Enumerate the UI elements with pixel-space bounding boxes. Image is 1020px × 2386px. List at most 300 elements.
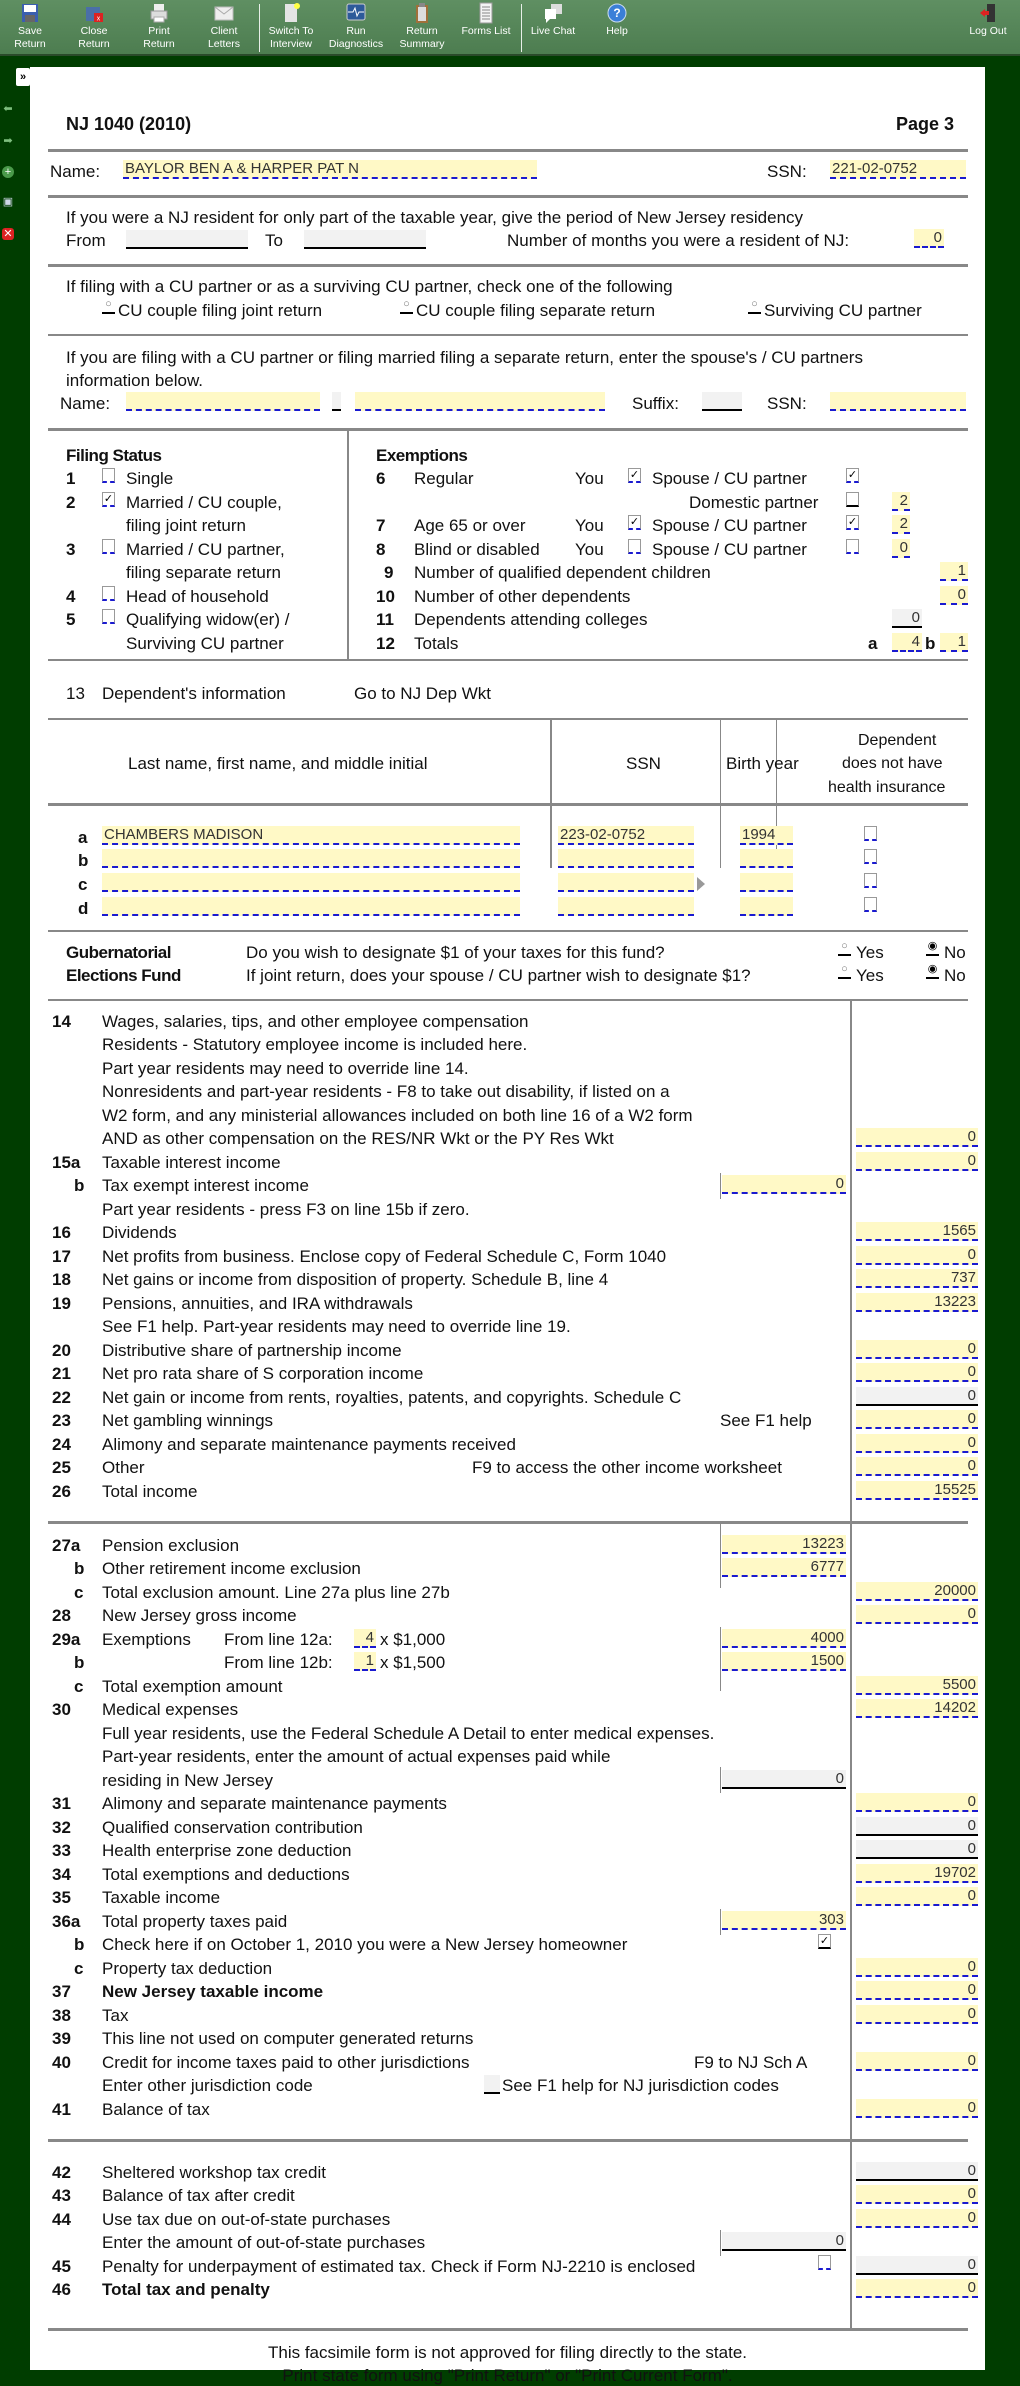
- line36c-label: Property tax deduction: [102, 1959, 273, 1978]
- line27b-amount[interactable]: 6777: [722, 1558, 846, 1577]
- divider: [48, 659, 968, 661]
- line14-label: Wages, salaries, tips, and other employee compensation: [102, 1012, 529, 1031]
- amount-column-divider: [850, 1000, 852, 2330]
- toolbar: [0, 0, 1020, 56]
- document-list-icon: [475, 2, 497, 24]
- line-number: 43: [52, 2186, 71, 2205]
- dependent-children-label: Number of qualified dependent children: [414, 563, 711, 582]
- cu-surviving-label: Surviving CU partner: [764, 301, 922, 320]
- line-number: 40: [52, 2053, 71, 2072]
- homeowner-checkbox[interactable]: ✓: [819, 1935, 830, 1947]
- line29c-amount[interactable]: 5500: [856, 1676, 978, 1695]
- column-divider: [347, 430, 349, 660]
- filing-status-heading: Filing Status: [66, 446, 162, 465]
- dependent-name-field[interactable]: CHAMBERS MADISON: [102, 826, 520, 845]
- line29a-amount[interactable]: 4000: [722, 1629, 846, 1648]
- line15a-label: Taxable interest income: [102, 1153, 281, 1172]
- run-diagnostics-button[interactable]: Run Diagnostics: [326, 2, 386, 51]
- line34-amount[interactable]: 19702: [856, 1864, 978, 1883]
- line36a-amount[interactable]: 303: [722, 1911, 846, 1930]
- age65-you-checkbox[interactable]: ✓: [629, 516, 640, 528]
- page-number: Page 3: [896, 114, 955, 134]
- line37-amount[interactable]: 0: [856, 1981, 978, 2000]
- line29a-multiplier: x $1,000: [380, 1630, 446, 1649]
- dependent-name-field[interactable]: [102, 873, 520, 892]
- line12a-field[interactable]: 4: [892, 633, 922, 652]
- toolbar-separator: [521, 4, 522, 52]
- line-number: 3: [66, 540, 76, 559]
- regular-you-checkbox[interactable]: ✓: [629, 469, 640, 481]
- line31-label: Alimony and separate maintenance payments: [102, 1794, 447, 1813]
- chat-icon: [542, 2, 564, 24]
- expand-panel-button[interactable]: »: [16, 68, 30, 86]
- filing-joint-label-2: filing joint return: [126, 516, 247, 535]
- col-ssn-header: SSN: [626, 754, 661, 773]
- column-divider: [720, 1627, 721, 1691]
- line29a-from-label: From line 12a:: [224, 1630, 333, 1649]
- help-button[interactable]: ? Help: [602, 2, 632, 38]
- blind-you-checkbox[interactable]: [628, 539, 641, 554]
- line35-label: Taxable income: [102, 1888, 221, 1907]
- line-number: 44: [52, 2210, 71, 2229]
- regular-label: Regular: [414, 469, 474, 488]
- divider: [48, 428, 968, 431]
- filing-separate-checkbox[interactable]: [102, 539, 115, 554]
- line20-amount[interactable]: 0: [856, 1340, 978, 1359]
- age65-label: Age 65 or over: [414, 516, 526, 535]
- taxpayer-ssn-field[interactable]: 221-02-0752: [830, 160, 966, 179]
- line29b-count[interactable]: 1: [354, 1652, 376, 1671]
- line45-amount[interactable]: 0: [856, 2256, 978, 2275]
- line33-label: Health enterprise zone deduction: [102, 1841, 352, 1860]
- add-icon[interactable]: +: [2, 166, 14, 178]
- row-letter: a: [78, 828, 88, 847]
- line36b-label: Check here if on October 1, 2010 you were a New Jersey homeowner: [102, 1935, 628, 1954]
- help-icon: [606, 2, 628, 24]
- suffix-label: Suffix:: [632, 394, 679, 413]
- dependent-birth-field[interactable]: [740, 873, 793, 892]
- line16-amount[interactable]: 1565: [856, 1222, 978, 1241]
- line15a-amount[interactable]: 0: [856, 1152, 978, 1171]
- filing-separate-label: Married / CU partner,: [126, 540, 285, 559]
- line-number: b: [74, 1176, 85, 1195]
- go-to-dep-wkt-link[interactable]: Go to NJ Dep Wkt: [354, 684, 491, 703]
- line-number: b: [74, 1653, 85, 1672]
- line-number: 46: [52, 2280, 71, 2299]
- dependent-ssn-field[interactable]: 223-02-0752: [558, 826, 694, 845]
- spouse-label: Spouse / CU partner: [652, 540, 807, 559]
- line19-amount[interactable]: 13223: [856, 1293, 978, 1312]
- divider: [48, 930, 968, 932]
- college-dependents-label: Dependents attending colleges: [414, 610, 648, 629]
- spouse-label: Spouse / CU partner: [652, 469, 807, 488]
- column-divider: [550, 718, 552, 868]
- line-number: 8: [376, 540, 386, 559]
- line-number: 7: [376, 516, 386, 535]
- toolbar-separator: [259, 4, 260, 52]
- line21-label: Net pro rata share of S corporation income: [102, 1364, 424, 1383]
- cu-instructions: If filing with a CU partner or as a surviving CU partner, check one of the following: [66, 277, 673, 296]
- line36c-amount[interactable]: 0: [856, 1958, 978, 1977]
- spouse-ssn-field[interactable]: [830, 392, 966, 411]
- filing-single-checkbox[interactable]: [102, 468, 115, 483]
- divider: [48, 718, 968, 720]
- line11-field[interactable]: 0: [892, 609, 922, 628]
- line-number: 37: [52, 1982, 71, 2001]
- you-label: You: [575, 540, 604, 559]
- forms-list-button[interactable]: Forms List: [458, 2, 514, 38]
- line-number: b: [74, 1559, 85, 1578]
- divider: [48, 2328, 968, 2331]
- line46-label: Total tax and penalty: [102, 2280, 270, 2299]
- logout-icon: [977, 2, 999, 24]
- line38-amount[interactable]: 0: [856, 2005, 978, 2024]
- line40-label: Credit for income taxes paid to other jurisdictions: [102, 2053, 470, 2072]
- residency-from-field[interactable]: [126, 230, 248, 249]
- divider: [48, 264, 968, 267]
- gubernatorial-question-2: If joint return, does your spouse / CU partner wish to designate $1?: [246, 966, 751, 985]
- out-of-state-purchases-amount[interactable]: 0: [722, 2232, 846, 2251]
- cu-separate-label: CU couple filing separate return: [416, 301, 656, 320]
- residency-instructions: If you were a NJ resident for only part of the taxable year, give the period of New Jersey residency: [66, 208, 804, 227]
- taxpayer-name-field[interactable]: BAYLOR BEN A & HARPER PAT N: [123, 160, 537, 179]
- spouse-instructions: If you are filing with a CU partner or filing married filing a separate return, enter the spouse's / CU partners: [66, 348, 863, 367]
- filing-joint-label: Married / CU couple,: [126, 493, 282, 512]
- line18-amount[interactable]: 737: [856, 1269, 978, 1288]
- column-divider: [720, 718, 721, 868]
- filing-widow-checkbox[interactable]: [102, 609, 115, 624]
- expand-arrow-icon[interactable]: [697, 877, 705, 891]
- line45-label: Penalty for underpayment of estimated tax. Check if Form NJ-2210 is enclosed: [102, 2257, 696, 2276]
- line9-field[interactable]: 1: [940, 562, 968, 581]
- q2-yes-radio[interactable]: ○: [838, 964, 851, 979]
- filing-joint-checkbox[interactable]: ✓: [103, 493, 114, 505]
- line-number: 2: [66, 493, 76, 512]
- domestic-partner-label: Domestic partner: [689, 493, 819, 512]
- nj2210-checkbox[interactable]: [818, 2255, 831, 2270]
- close-return-icon: [83, 2, 105, 24]
- line29b-multiplier: x $1,500: [380, 1653, 446, 1672]
- jurisdiction-code-field[interactable]: [484, 2075, 500, 2094]
- cu-joint-label: CU couple filing joint return: [118, 301, 323, 320]
- totals-label: Totals: [414, 634, 459, 653]
- line-number: 26: [52, 1482, 71, 1501]
- client-letters-button[interactable]: Client Letters: [202, 2, 246, 51]
- line30-note: Part-year residents, enter the amount of actual expenses paid while: [102, 1747, 611, 1766]
- no-insurance-checkbox[interactable]: [864, 897, 877, 912]
- column-divider: [720, 1524, 721, 1588]
- total-a-label: a: [868, 634, 878, 653]
- line-number: 27a: [52, 1536, 81, 1555]
- line-number: 19: [52, 1294, 71, 1313]
- spouse-last-name-field[interactable]: [126, 392, 320, 411]
- line30-py-amount[interactable]: 0: [722, 1770, 846, 1789]
- line-number: 12: [376, 634, 395, 653]
- svg-text:?: ?: [613, 6, 621, 20]
- close-return-button[interactable]: x Close Return: [72, 2, 116, 51]
- line22-amount[interactable]: 0: [856, 1387, 978, 1406]
- line-number: 24: [52, 1435, 71, 1454]
- line-number: 22: [52, 1388, 71, 1407]
- divider: [48, 1521, 968, 1524]
- column-divider: [776, 718, 777, 868]
- name-label: Name:: [50, 162, 101, 181]
- line29a-label: Exemptions: [102, 1630, 191, 1649]
- filing-single-label: Single: [126, 469, 174, 488]
- dependent-name-field[interactable]: [102, 897, 520, 916]
- line34-label: Total exemptions and deductions: [102, 1865, 350, 1884]
- line27a-label: Pension exclusion: [102, 1536, 240, 1555]
- q1-no-radio[interactable]: ◉: [926, 941, 939, 956]
- line42-label: Sheltered workshop tax credit: [102, 2163, 326, 2182]
- arrow-right-icon[interactable]: ➡: [3, 135, 13, 147]
- line29a-count[interactable]: 4: [354, 1629, 376, 1648]
- line14-note: W2 form, and any ministerial allowances included on both line 16 of a W2 form: [102, 1106, 693, 1125]
- column-divider: [720, 1173, 721, 1199]
- line-number: 9: [384, 563, 394, 582]
- filing-separate-label-2: filing separate return: [126, 563, 281, 582]
- line46-amount[interactable]: 0: [856, 2279, 978, 2298]
- from-label: From: [66, 231, 106, 250]
- col-name-header: Last name, first name, and middle initial: [128, 754, 428, 773]
- log-out-button[interactable]: Log Out: [966, 2, 1010, 38]
- save-return-button[interactable]: Save Return: [8, 2, 52, 51]
- line38-label: Tax: [102, 2006, 129, 2025]
- line30-amount[interactable]: 14202: [856, 1699, 978, 1718]
- line-number: 29a: [52, 1630, 81, 1649]
- no-insurance-checkbox[interactable]: [864, 873, 877, 888]
- dependent-ssn-field[interactable]: [558, 897, 694, 916]
- col-insurance-header-1: Dependent: [858, 732, 937, 749]
- line26-amount[interactable]: 15525: [856, 1481, 978, 1500]
- svg-text:x: x: [96, 15, 101, 23]
- no-insurance-checkbox[interactable]: [864, 849, 877, 864]
- col-insurance-header-3: health insurance: [828, 779, 946, 796]
- line29c-label: Total exemption amount: [102, 1677, 283, 1696]
- line39-label: This line not used on computer generated returns: [102, 2029, 474, 2048]
- line-number: 1: [66, 469, 76, 488]
- line23-label: Net gambling winnings: [102, 1411, 274, 1430]
- diagnostics-icon: [345, 2, 367, 24]
- domestic-partner-checkbox[interactable]: [846, 492, 859, 507]
- line-number: 34: [52, 1865, 71, 1884]
- dependent-ssn-field[interactable]: [558, 849, 694, 868]
- total-b-label: b: [925, 634, 936, 653]
- spouse-instructions-2: information below.: [66, 371, 204, 390]
- switch-to-interview-button[interactable]: Switch To Interview: [264, 2, 318, 51]
- column-divider: [720, 1909, 721, 1935]
- yes-label: Yes: [856, 966, 884, 985]
- delete-icon[interactable]: ✕: [3, 228, 13, 240]
- line-number: c: [74, 1583, 84, 1602]
- line24-amount[interactable]: 0: [856, 1434, 978, 1453]
- spouse-ssn-label: SSN:: [767, 394, 807, 413]
- months-resident-field[interactable]: 0: [914, 229, 944, 248]
- dependent-ssn-field[interactable]: [558, 873, 694, 892]
- return-summary-button[interactable]: Return Summary: [398, 2, 446, 51]
- age65-spouse-checkbox[interactable]: ✓: [847, 516, 858, 528]
- filing-hoh-label: Head of household: [126, 587, 269, 606]
- spouse-first-name-field[interactable]: [355, 392, 605, 411]
- print-return-button[interactable]: Print Return: [137, 2, 181, 51]
- print-icon[interactable]: ▣: [2, 196, 14, 208]
- line6-total-field[interactable]: 2: [892, 492, 910, 511]
- q1-yes-radio[interactable]: ○: [838, 941, 851, 956]
- side-panel: [0, 56, 14, 2370]
- line-number: 18: [52, 1270, 71, 1289]
- filing-hoh-checkbox[interactable]: [102, 586, 115, 601]
- form-page: [30, 67, 985, 2385]
- line21-amount[interactable]: 0: [856, 1363, 978, 1382]
- cu-joint-radio[interactable]: ○: [102, 299, 115, 314]
- line23-amount[interactable]: 0: [856, 1410, 978, 1429]
- col-birth-header: Birth year: [726, 754, 799, 773]
- line12b-field[interactable]: 1: [940, 633, 968, 652]
- line14-note: AND as other compensation on the RES/NR Wkt or the PY Res Wkt: [102, 1129, 614, 1148]
- line-number: 45: [52, 2257, 71, 2276]
- line-number: 32: [52, 1818, 71, 1837]
- form-title: NJ 1040 (2010): [66, 114, 192, 134]
- divider: [48, 334, 968, 336]
- blind-spouse-checkbox[interactable]: [846, 539, 859, 554]
- dependent-name-field[interactable]: [102, 849, 520, 868]
- line-number: 20: [52, 1341, 71, 1360]
- line15b-label: Tax exempt interest income: [102, 1176, 309, 1195]
- spouse-label: Spouse / CU partner: [652, 516, 807, 535]
- line27a-amount[interactable]: 13223: [722, 1535, 846, 1554]
- interview-icon: [280, 2, 302, 24]
- gubernatorial-label: Gubernatorial: [66, 943, 171, 962]
- line29b-amount[interactable]: 1500: [722, 1652, 846, 1671]
- exemptions-heading: Exemptions: [376, 446, 468, 465]
- spouse-middle-initial-field[interactable]: [332, 392, 341, 411]
- line22-label: Net gain or income from rents, royalties, patents, and copyrights. Schedule C: [102, 1388, 682, 1407]
- line44-label: Use tax due on out-of-state purchases: [102, 2210, 391, 2229]
- months-label: Number of months you were a resident of NJ:: [507, 231, 850, 250]
- line40-amount[interactable]: 0: [856, 2052, 978, 2071]
- blind-label: Blind or disabled: [414, 540, 540, 559]
- spouse-name-label: Name:: [60, 394, 111, 413]
- live-chat-button[interactable]: Live Chat: [528, 2, 578, 38]
- line30-label: Medical expenses: [102, 1700, 239, 1719]
- footer-print-note: Print state form using "Print Return" or "Print Current Form".: [282, 2366, 733, 2385]
- divider: [48, 999, 968, 1001]
- line-number: b: [74, 1935, 85, 1954]
- line15b-amount[interactable]: 0: [722, 1175, 846, 1194]
- dependent-birth-field[interactable]: [740, 849, 793, 868]
- divider: [48, 803, 968, 806]
- line30-note: residing in New Jersey: [102, 1771, 274, 1790]
- no-insurance-checkbox[interactable]: [864, 826, 877, 841]
- line-number: 25: [52, 1458, 71, 1477]
- line19-label: Pensions, annuities, and IRA withdrawals: [102, 1294, 413, 1313]
- dependent-birth-field[interactable]: 1994: [740, 826, 793, 845]
- row-letter: c: [78, 875, 88, 894]
- line27c-amount[interactable]: 20000: [856, 1582, 978, 1601]
- line25-hint: F9 to access the other income worksheet: [472, 1458, 782, 1477]
- line-number: 16: [52, 1223, 71, 1242]
- ssn-label: SSN:: [767, 162, 807, 181]
- line17-amount[interactable]: 0: [856, 1246, 978, 1265]
- line40-hint: F9 to NJ Sch A: [694, 2053, 808, 2072]
- line8-total-field[interactable]: 0: [892, 539, 910, 558]
- line26-label: Total income: [102, 1482, 198, 1501]
- line10-field[interactable]: 0: [940, 586, 968, 605]
- line28-amount[interactable]: 0: [856, 1605, 978, 1624]
- no-label: No: [944, 966, 966, 985]
- divider: [48, 149, 968, 152]
- line25-amount[interactable]: 0: [856, 1457, 978, 1476]
- line-number: c: [74, 1959, 84, 1978]
- line18-label: Net gains or income from disposition of property. Schedule B, line 4: [102, 1270, 609, 1289]
- line-number: 17: [52, 1247, 71, 1266]
- dependent-birth-field[interactable]: [740, 897, 793, 916]
- cu-separate-radio[interactable]: ○: [400, 299, 413, 314]
- cu-surviving-radio[interactable]: ○: [748, 299, 761, 314]
- line27c-label: Total exclusion amount. Line 27a plus line 27b: [102, 1583, 450, 1602]
- yes-label: Yes: [856, 943, 884, 962]
- line32-amount[interactable]: 0: [856, 1817, 978, 1836]
- line31-amount[interactable]: 0: [856, 1793, 978, 1812]
- line-number: 14: [52, 1012, 71, 1031]
- line44-amount[interactable]: 0: [856, 2209, 978, 2228]
- you-label: You: [575, 516, 604, 535]
- filing-widow-label-2: Surviving CU partner: [126, 634, 284, 653]
- elections-fund-label: Elections Fund: [66, 966, 181, 985]
- clipboard-icon: [411, 2, 433, 24]
- arrow-left-icon[interactable]: ⬅: [3, 103, 13, 115]
- line37-label: New Jersey taxable income: [102, 1982, 324, 2001]
- line29b-from-label: From line 12b:: [224, 1653, 333, 1672]
- line23-hint: See F1 help: [720, 1411, 812, 1430]
- line33-amount[interactable]: 0: [856, 1840, 978, 1859]
- line-number: 41: [52, 2100, 71, 2119]
- regular-spouse-checkbox[interactable]: ✓: [847, 469, 858, 481]
- jurisdiction-code-hint: See F1 help for NJ jurisdiction codes: [502, 2076, 779, 2095]
- line25-label: Other: [102, 1458, 145, 1477]
- spouse-suffix-field[interactable]: [702, 392, 742, 411]
- line-number: 5: [66, 610, 76, 629]
- line-number: 6: [376, 469, 386, 488]
- q2-no-radio[interactable]: ◉: [926, 964, 939, 979]
- line14-amount[interactable]: 0: [856, 1128, 978, 1147]
- footer-disclaimer: This facsimile form is not approved for filing directly to the state.: [267, 2343, 748, 2362]
- line35-amount[interactable]: 0: [856, 1887, 978, 1906]
- line41-amount[interactable]: 0: [856, 2099, 978, 2118]
- divider: [48, 195, 968, 198]
- line44-note: Enter the amount of out-of-state purchases: [102, 2233, 426, 2252]
- line-number: 38: [52, 2006, 71, 2025]
- line42-amount[interactable]: 0: [856, 2162, 978, 2181]
- line-number: 28: [52, 1606, 71, 1625]
- line-number: 31: [52, 1794, 71, 1813]
- line41-label: Balance of tax: [102, 2100, 210, 2119]
- line30-note: Full year residents, use the Federal Schedule A Detail to enter medical expenses.: [102, 1724, 715, 1743]
- line7-total-field[interactable]: 2: [892, 515, 910, 534]
- dependents-label: Dependent's information: [102, 684, 286, 703]
- line15b-note: Part year residents - press F3 on line 15b if zero.: [102, 1200, 470, 1219]
- column-divider: [720, 1767, 721, 1793]
- line43-amount[interactable]: 0: [856, 2185, 978, 2204]
- line14-note: Part year residents may need to override line 14.: [102, 1059, 469, 1078]
- line-number: c: [74, 1677, 84, 1696]
- line14-note: Residents - Statutory employee income is included here.: [102, 1035, 528, 1054]
- residency-to-field[interactable]: [304, 230, 426, 249]
- line-number: 36a: [52, 1912, 81, 1931]
- envelope-icon: [213, 2, 235, 24]
- line-number: 35: [52, 1888, 71, 1907]
- line43-label: Balance of tax after credit: [102, 2186, 295, 2205]
